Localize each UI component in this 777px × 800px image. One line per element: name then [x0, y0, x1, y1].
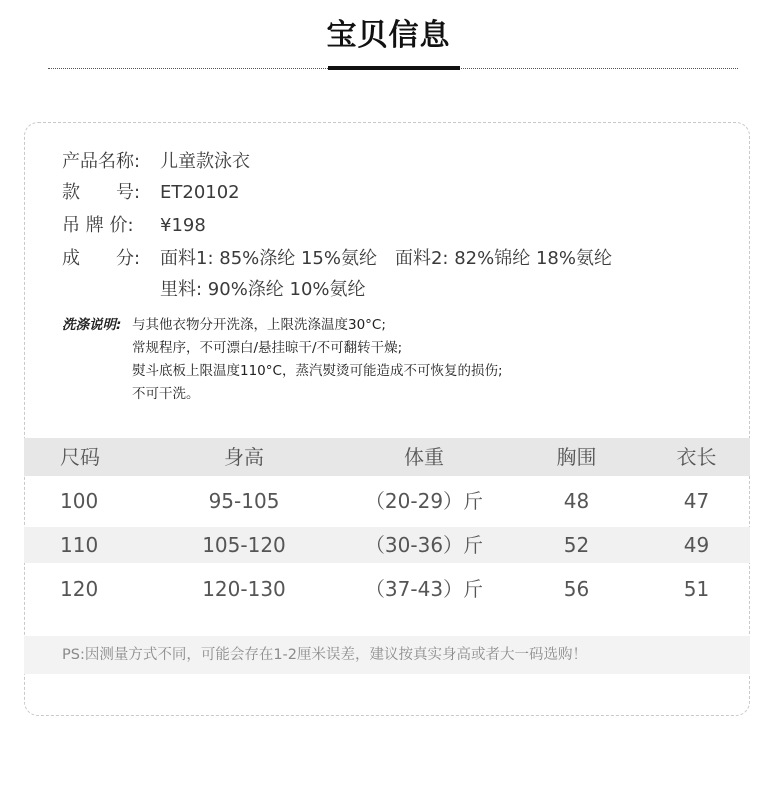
cell-size: 100 [60, 489, 99, 513]
product-name-value: 儿童款泳衣 [160, 151, 250, 172]
style-no-row [62, 179, 240, 207]
header-chest: 胸围 [556, 445, 597, 469]
page-title: 宝贝信息 [326, 18, 451, 53]
care-line-1-row [62, 314, 386, 337]
tag-price-value: ¥198 [160, 215, 206, 236]
cell-size: 120 [60, 577, 99, 601]
table-row [24, 483, 750, 519]
product-name-row [62, 148, 250, 176]
composition-row [62, 245, 612, 273]
header-weight: 体重 [404, 445, 444, 469]
cell-weight: （20-29）斤 [364, 489, 484, 513]
composition-line-1: 面料1: 85%涤纶 15%氨纶 面料2: 82%锦纶 18%氨纶 [160, 248, 612, 269]
care-line-2: 常规程序，不可漂白/悬挂晾干/不可翻转干燥; [132, 340, 403, 356]
product-name-label: 产品名称: [62, 151, 141, 172]
cell-length: 49 [683, 533, 710, 557]
tag-price-label: 吊 牌 价: [62, 215, 134, 236]
care-line-1: 与其他衣物分开洗涤，上限洗涤温度30°C; [132, 317, 386, 333]
cell-weight: （30-36）斤 [364, 533, 484, 557]
cell-chest: 56 [563, 577, 590, 601]
care-line-3: 熨斗底板上限温度110°C，蒸汽熨烫可能造成不可恢复的损伤; [132, 363, 503, 379]
tag-price-row [62, 212, 206, 240]
cell-length: 47 [683, 489, 710, 513]
cell-height: 95-105 [208, 489, 280, 513]
composition-line-2: 里料: 90%涤纶 10%氨纶 [160, 279, 366, 300]
cell-chest: 48 [563, 489, 590, 513]
composition-label: 成 分: [62, 248, 141, 269]
care-line-4: 不可干洗。 [132, 386, 200, 402]
style-no-value: ET20102 [160, 182, 240, 203]
care-label: 洗涤说明: [62, 317, 122, 333]
cell-length: 51 [683, 577, 710, 601]
table-header [24, 438, 750, 476]
style-no-label: 款 号: [62, 182, 141, 203]
header-length: 衣长 [676, 445, 717, 469]
table-row [24, 571, 750, 607]
measurement-note-text: PS:因测量方式不同，可能会存在1-2厘米误差，建议按真实身高或者大一码选购！ [62, 647, 588, 663]
cell-height: 120-130 [202, 577, 286, 601]
header-height: 身高 [224, 445, 264, 469]
table-row [24, 527, 750, 563]
cell-weight: （37-43）斤 [364, 577, 484, 601]
title-underline [328, 66, 460, 70]
cell-height: 105-120 [202, 533, 286, 557]
cell-chest: 52 [563, 533, 590, 557]
header-size: 尺码 [60, 445, 100, 469]
measurement-note [24, 636, 750, 674]
cell-size: 110 [60, 533, 99, 557]
